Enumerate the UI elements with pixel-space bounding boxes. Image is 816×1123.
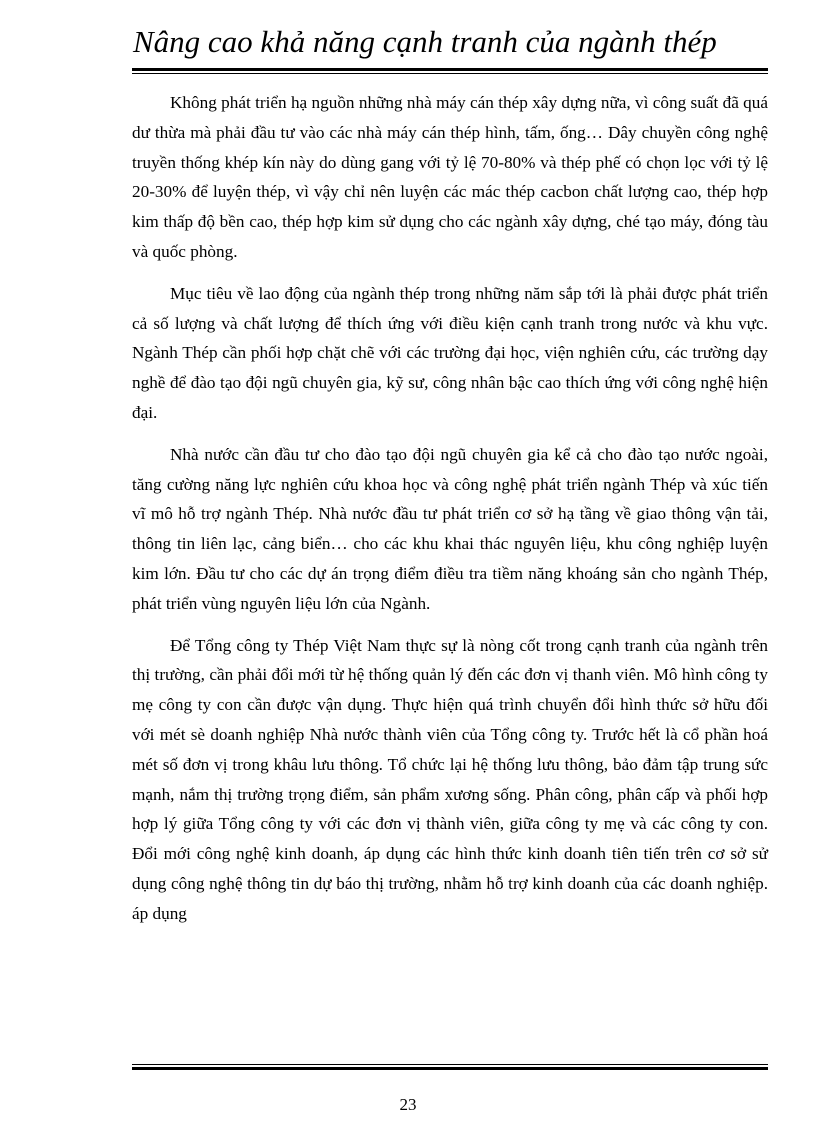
page-number: 23 (399, 1095, 417, 1114)
footer-rule-thin (132, 1064, 768, 1065)
paragraph: Không phát triển hạ nguồn những nhà máy cán thép xây dựng nữa, vì công suất đã quá dư thừa mà phải đầu tư vào các nhà máy cán thép hình, tấm, ống… Dây chuyền công nghệ truyền thống khép kín này do dùng gang với tỷ lệ 70-80% và thép phế có chọn lọc với tỷ lệ 20-30% để luyện thép, vì vậy chỉ nên luyện các mác thép cacbon chất lượng cao, thép hợp kim thấp độ bền cao, thép hợp kim sử dụng cho các ngành xây dựng, ché tạo máy, đóng tàu và quốc phòng. (132, 93, 768, 261)
header-rule-thick (132, 68, 768, 71)
paragraph: Nhà nước cần đầu tư cho đào tạo đội ngũ chuyên gia kể cả cho đào tạo nước ngoài, tăng cường năng lực nghiên cứu khoa học và công nghệ phát triển ngành Thép và xúc tiến vĩ mô hỗ trợ ngành Thép. Nhà nước đầu tư phát triển cơ sở hạ tầng về giao thông vận tải, thông tin liên lạc, cảng biển… cho các khu khai thác nguyên liệu, khu công nghiệp luyện kim lớn. Đầu tư cho các dự án trọng điểm điều tra tiềm năng khoáng sản cho ngành Thép, phát triển vùng nguyên liệu lớn của Ngành. (132, 444, 768, 613)
paragraph: Mục tiêu về lao động của ngành thép trong những năm sắp tới là phải được phát triển cả số lượng và chất lượng để thích ứng với điều kiện cạnh tranh trong nước và khu vực. Ngành Thép cần phối hợp chặt chẽ với các trường đại học, viện nghiên cứu, các trường dạy nghề để đào tạo đội ngũ chuyên gia, kỹ sư, công nhân bậc cao thích ứng với công nghệ hiện đại. (132, 283, 768, 422)
page-header-title: Nâng cao khả năng cạnh tranh của ngành thép (133, 24, 717, 59)
header-rule-thin (132, 73, 768, 74)
body-text (132, 88, 768, 941)
paragraph: Để Tổng công ty Thép Việt Nam thực sự là nòng cốt trong cạnh tranh của ngành trên thị trường, cần phải đổi mới từ hệ thống quản lý đến các đơn vị thanh viên. Mô hình công ty mẹ công ty con cần được vận dụng. Thực hiện quá trình chuyển đổi hình thức sở hữu đối với mét sè doanh nghiệp Nhà nước thành viên của Tổng công ty. Trước hết là cổ phần hoá mét số đơn vị trong khâu lưu thông. Tổ chức lại hệ thống lưu thông, bảo đảm tập trung sức mạnh, nắm thị trường trọng điểm, sản phẩm xương sống. Phân công, phân cấp và phối hợp hợp lý giữa Tổng công ty với các đơn vị thành viên, giữa công ty mẹ và các công ty con. Đổi mới công nghệ kinh doanh, áp dụng các hình thức kinh doanh tiên tiến trên cơ sở sử dụng công nghệ thông tin dự báo thị trường, nhằm hỗ trợ kinh doanh của các doanh nghiệp. áp dụng (132, 635, 768, 923)
footer-rule-thick (132, 1067, 768, 1070)
